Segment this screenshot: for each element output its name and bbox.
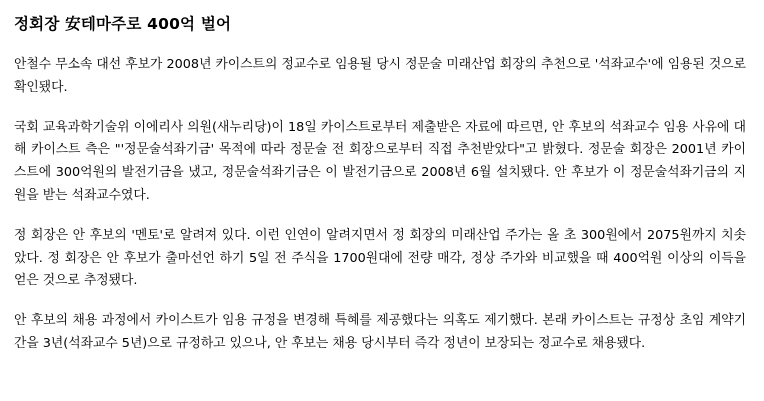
article-paragraph: 안철수 무소속 대선 후보가 2008년 카이스트의 정교수로 임용될 당시 정문술 미래산업 회장의 추천으로 '석좌교수'에 임용된 것으로 확인됐다. — [14, 57, 746, 95]
article-paragraph: 국회 교육과학기술위 이에리사 의원(새누리당)이 18일 카이스트로부터 제출받은 자료에 따르면, 안 후보의 석좌교수 임용 사유에 대해 카이스트 측은 "'정문술석좌기금' 목적에 따라 정문술 전 회장으로부터 직접 추천받았다"고 밝혔다. 정문술 회장은 2001년 카이스트에 300억원의 발전기금을 냈고, 정문술석좌기금은 이 발전기금으로 2008년 6월 설치됐다. 안 후보가 이 정문술석좌기금의 지원을 받는 석좌교수였다. — [14, 119, 746, 203]
page-title: 정회장 安테마주로 400억 벌어 — [14, 15, 232, 33]
article-paragraph: 정 회장은 안 후보의 '멘토'로 알려져 있다. 이런 인연이 알려지면서 정 회장의 미래산업 주가는 올 초 300원에서 2075원까지 치솟았다. 정 회장은 안 후보가 출마선언 하기 5일 전 주식을 1700원대에 전량 매각, 정상 주가와 비교했을 때 400억원 이상의 이득을 얻은 것으로 추정됐다. — [14, 227, 746, 289]
article-paragraph: 안 후보의 채용 과정에서 카이스트가 임용 규정을 변경해 특혜를 제공했다는 의혹도 제기했다. 본래 카이스트는 규정상 초임 계약기간을 3년(석좌교수 5년)으로 규정하고 있으나, 안 후보는 채용 당시부터 즉각 정년이 보장되는 정교수로 채용됐다. — [14, 313, 746, 351]
